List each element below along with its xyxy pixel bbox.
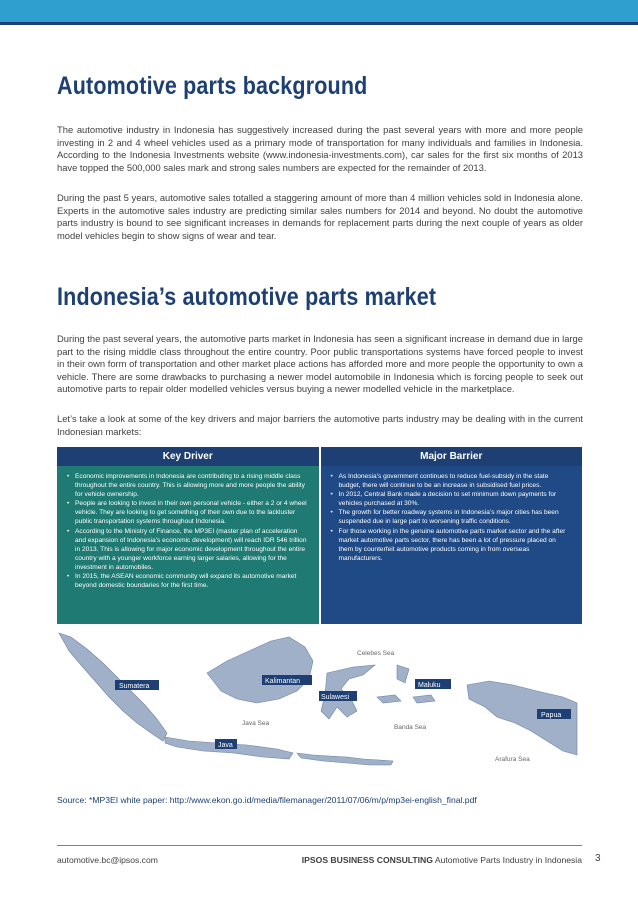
key-driver-list — [63, 472, 309, 590]
kalimantan-island — [207, 637, 313, 703]
island-label: Papua — [541, 712, 562, 719]
island-label: Java — [218, 742, 233, 749]
driver-item: • People are looking to invest in their own personal vehicle - either a 2 or 4 wheel vehicle. They are looking to get something of their own due to the lackluster public transportation systems throughout Indonesia. — [75, 499, 309, 526]
island-label: Maluku — [418, 682, 441, 689]
major-barrier-list — [327, 472, 573, 563]
background-paragraph-1: The automotive industry in Indonesia has suggestively increased during the past several years with more and more people investing in 2 and 4 wheel vehicles used as a primary mode of transportation for many individuals and families in Indonesia. According to the Indonesia Investments website (www.indonesia-investments.com), car sales for the first six months of 2013 have topped the 500,000 sales mark and strong sales numbers are expected for the remainder of 2013. — [57, 124, 583, 173]
section-title-background: Automotive parts background — [57, 72, 368, 100]
sea-label: Banda Sea — [394, 724, 427, 731]
sea-label: Arafura Sea — [495, 756, 530, 763]
market-paragraph-1: During the past several years, the automotive parts market in Indonesia has seen a significant increase in demand due in large part to the rising middle class throughout the entire country. Poor public transportations systems have forced people to invest in their own form of transportation and other market place actions has afforded more and more people the opportunity to own a vehicle. There are some drawbacks to purchasing a newer model automobile in Indonesia which is forcing people to seek out automotive parts to repair older modelled vehicles versus buying a newer modelled vehicle in the marketplace. — [57, 333, 583, 395]
section-title-market: Indonesia’s automotive parts market — [57, 283, 437, 311]
footer-rule — [57, 845, 582, 846]
barrier-item: • The growth for better roadway systems in Indonesia’s major cities has been suspended due in large part to worsening traffic conditions. — [339, 508, 573, 526]
footer-email[interactable]: automotive.bc@ipsos.com — [57, 855, 158, 865]
maluku-islands — [397, 665, 409, 683]
island-label: Sulawesi — [321, 694, 350, 701]
nusa-tenggara-islands — [297, 753, 393, 765]
footer-company: IPSOS BUSINESS CONSULTING — [301, 855, 433, 865]
sea-label: Celebes Sea — [357, 650, 395, 657]
barrier-item: • As Indonesia’s government continues to reduce fuel-subsidy in the state budget, there will continue to be an increase in subsidised fuel prices. — [339, 472, 573, 490]
sea-label: Java Sea — [242, 720, 270, 727]
driver-item: • According to the Ministry of Finance, the MP3EI (master plan of acceleration and expansion of Indonesia’s economic development) will reach IDR 546 trillion in 2013. This is allowing for major economic development throughout the entire country with a younger workforce earning larger salaries, allowing for the investment in automobiles. — [75, 527, 309, 572]
market-paragraph-2: Let’s take a look at some of the key drivers and major barriers the automotive parts industry may be dealing with in the current Indonesian markets: — [57, 413, 583, 437]
major-barrier-header: Major Barrier — [320, 447, 583, 466]
driver-item: • Economic improvements in Indonesia are contributing to a rising middle class throughout the entire country. This is allowing more and more people the ability for vehicle ownership. — [75, 472, 309, 499]
indonesia-map — [57, 625, 582, 775]
page-number: 3 — [595, 853, 601, 864]
background-paragraph-2: During the past 5 years, automotive sales totalled a staggering amount of more than 4 million vehicles sold in Indonesia alone. Experts in the automotive sales industry are predicting similar sales numbers for 2014 and beyond. No doubt the automotive parts industry is bound to see significant increases in demands for replacement parts during the next couple of years as older model vehicles begin to show signs of wear and tear. — [57, 192, 583, 241]
footer-doc-title: Automotive Parts Industry in Indonesia — [434, 855, 582, 865]
source-citation: Source: *MP3EI white paper: http://www.ekon.go.id/media/filemanager/2011/07/06/m/p/mp3ei-english_final.pdf — [57, 795, 477, 805]
header-rule — [0, 22, 638, 25]
header-band — [0, 0, 638, 22]
major-barrier-cell — [320, 466, 583, 624]
island-label: Sumatera — [119, 683, 150, 690]
island-label: Kalimantan — [265, 678, 301, 685]
key-driver-header: Key Driver — [57, 447, 320, 466]
driver-item: • In 2015, the ASEAN economic community will expand its automotive market beyond domestic boundaries for the first time. — [75, 572, 309, 590]
footer-doc-info — [302, 855, 582, 865]
barrier-item: • For those working in the genuine automotive parts market sector and the after market automotive parts sector, there has been a lot of pressure placed on them by counterfeit automotive products coming in from overseas manufacturers. — [339, 527, 573, 563]
key-driver-cell — [57, 466, 320, 624]
barrier-item: • In 2012, Central Bank made a decision to set minimum down payments for vehicles purchased at 30%. — [339, 490, 573, 508]
drivers-barriers-table — [57, 447, 582, 624]
